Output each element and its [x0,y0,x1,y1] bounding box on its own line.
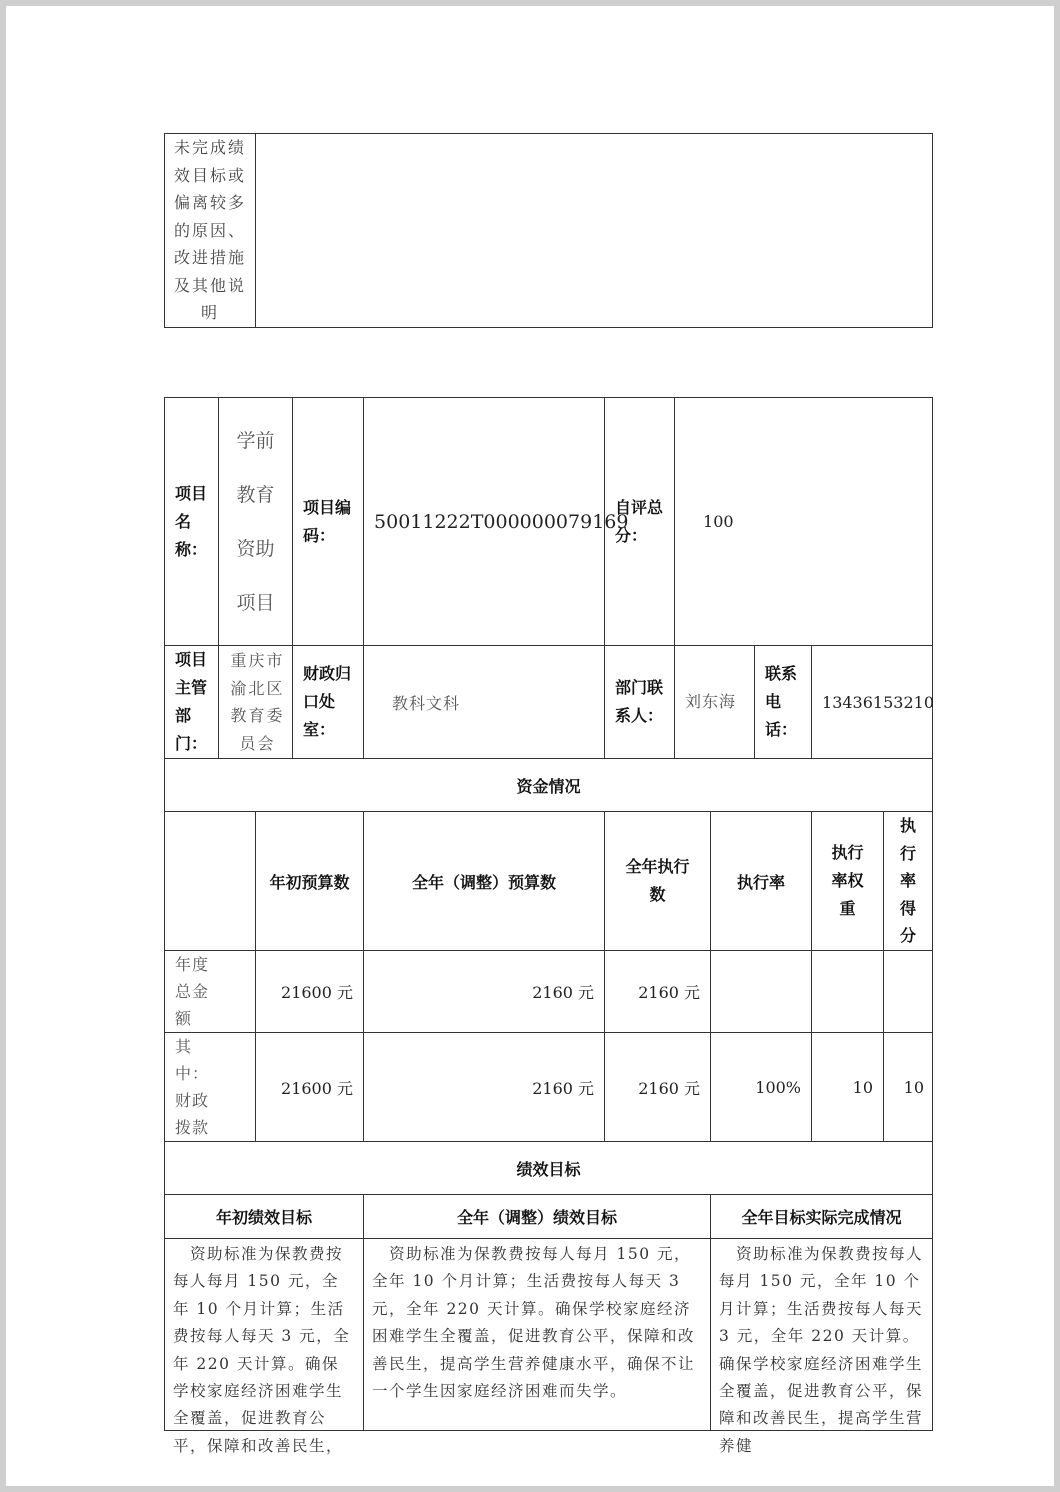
remarks-content [256,134,933,328]
contact-value: 刘东海 [675,646,755,759]
table-row [165,951,933,1033]
funds-row-label: 年度总金额 [165,951,256,1033]
phone-label: 联系电话： [755,646,812,759]
dept-value: 重庆市渝北区教育委员会 [219,646,293,759]
funds-weight-value [812,951,884,1033]
funds-rate-value [711,951,812,1033]
goals-header-actual: 全年目标实际完成情况 [711,1195,933,1239]
goals-header-initial: 年初绩效目标 [165,1195,364,1239]
remarks-label: 未完成绩效目标或偏离较多的原因、改进措施及其他说明 [165,134,256,328]
table-row [165,1033,933,1142]
goals-actual-text: 资助标准为保教费按每人每月 150 元，全年 10 个月计算；生活费按每人每天 3 元，全年 220 天计算。确保学校家庭经济困难学生全覆盖，促进教育公平，保障和改善民生，提高学生营养健 [719,1245,924,1455]
funds-header-adjusted: 全年（调整）预算数 [364,812,605,951]
funds-initial-value: 21600 元 [256,1033,364,1142]
funds-rate-value: 100% [711,1033,812,1142]
finance-value: 教科文科 [364,646,605,759]
project-code-value: 50011222T000000079169 [364,398,605,646]
project-table [164,397,934,1455]
goals-adjusted-text: 资助标准为保教费按每人每月 150 元，全年 10 个月计算；生活费按每人每天 3 元，全年 220 天计算。确保学校家庭经济困难学生全覆盖，促进教育公平，保障和改善民生，提高学生营养健康水平，确保不让一个学生因家庭经济困难而失学。 [372,1245,696,1401]
phone-value: 13436153210 [812,646,933,759]
funds-header-executed: 全年执行数 [605,812,711,951]
contact-label: 部门联系人： [605,646,675,759]
goals-section-title: 绩效目标 [165,1142,933,1195]
funds-initial-value: 21600 元 [256,951,364,1033]
funds-header-weight: 执行率权重 [812,812,884,951]
self-score-label: 自评总分： [605,398,675,646]
project-code-label: 项目编码： [293,398,364,646]
project-name-label: 项目名称： [165,398,219,646]
funds-header-blank [165,812,256,951]
self-score-value: 100 [675,398,933,646]
finance-label: 财政归口处室： [293,646,364,759]
project-name-value: 学前教育资助项目 [219,398,293,646]
funds-adjusted-value: 2160 元 [364,951,605,1033]
dept-label: 项目主管部门： [165,646,219,759]
goals-initial-text: 资助标准为保教费按每人每月 150 元，全年 10 个月计算；生活费按每人每天 3 元，全年 220 天计算。确保学校家庭经济困难学生全覆盖，促进教育公平，保障和改善民生， [173,1245,351,1455]
funds-adjusted-value: 2160 元 [364,1033,605,1142]
funds-executed-value: 2160 元 [605,951,711,1033]
funds-header-initial: 年初预算数 [256,812,364,951]
funds-header-score: 执行率得分 [884,812,933,951]
goals-header-adjusted: 全年（调整）绩效目标 [364,1195,711,1239]
funds-executed-value: 2160 元 [605,1033,711,1142]
remarks-table [164,133,933,328]
funds-score-value [884,951,933,1033]
funds-section-title: 资金情况 [165,759,933,812]
document-page [6,6,1054,1486]
funds-weight-value: 10 [812,1033,884,1142]
funds-row-label: 其中：财政拨款 [165,1033,256,1142]
funds-header-rate: 执行率 [711,812,812,951]
funds-score-value: 10 [884,1033,933,1142]
